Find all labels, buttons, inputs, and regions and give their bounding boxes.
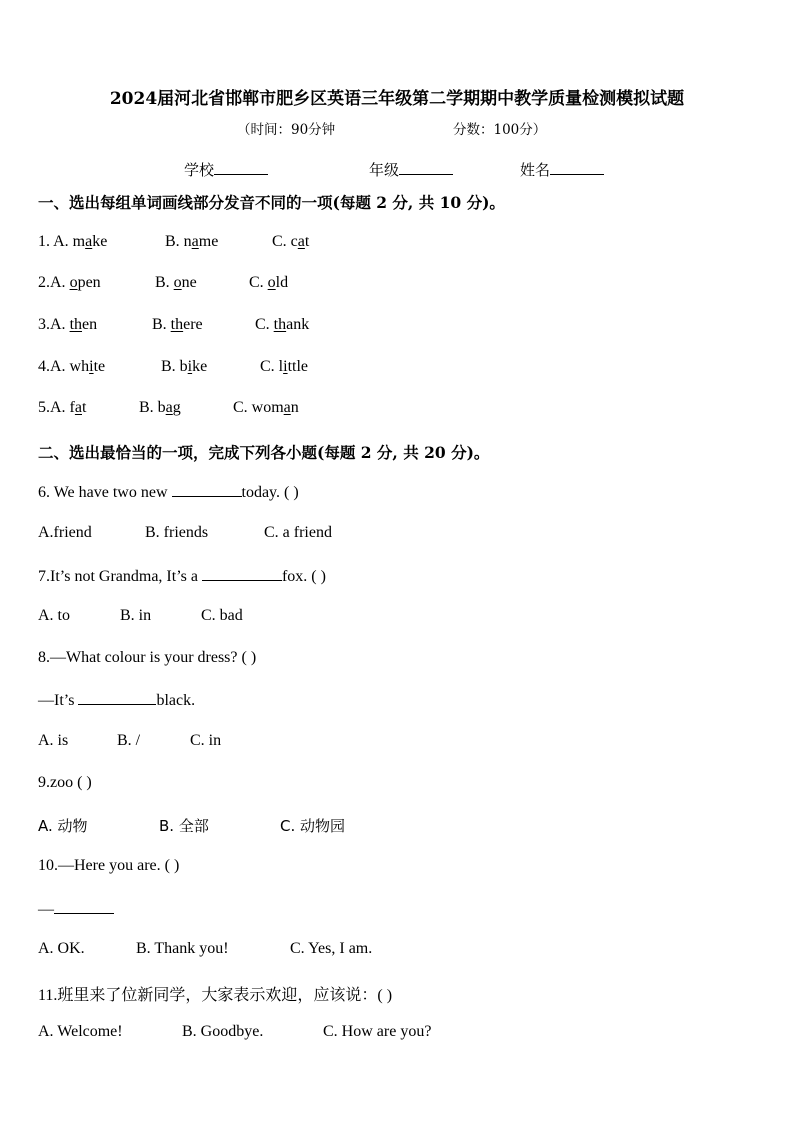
question-8-stem: 8.—What colour is your dress? ( ): [38, 649, 257, 666]
q3-option-a: 3.A. then: [38, 316, 98, 333]
q6-option-a: A.friend: [38, 524, 92, 541]
answer-blank: [54, 899, 114, 914]
name-label: 姓名: [520, 161, 551, 179]
question-6-stem: 6. We have two new today. ( ): [38, 484, 299, 501]
q2-option-b: B. one: [155, 274, 197, 291]
q7-option-c: C. bad: [201, 607, 243, 624]
q5-option-c: C. woman: [233, 399, 299, 416]
question-8-reply: —It’s black.: [38, 692, 196, 709]
grade-field: [369, 159, 453, 180]
q3-option-b: B. there: [152, 316, 203, 333]
q2-option-a: 2.A. open: [38, 274, 101, 291]
question-10-stem: 10.—Here you are. ( ): [38, 857, 180, 874]
time-limit: （时间：90分钟: [237, 122, 336, 138]
question-10-reply: —: [38, 899, 114, 919]
q7-option-a: A. to: [38, 607, 70, 624]
question-11-stem: 11.班里来了位新同学，大家表示欢迎，应该说：( ): [38, 987, 393, 1004]
q7-option-b: B. in: [120, 607, 152, 624]
question-7-stem: 7.It’s not Grandma, It’s a fox. ( ): [38, 568, 326, 585]
q11-option-b: B. Goodbye.: [182, 1023, 264, 1040]
answer-blank: [172, 482, 242, 497]
answer-blank: [202, 566, 282, 581]
q10-option-b: B. Thank you!: [136, 940, 229, 957]
school-blank: [214, 160, 268, 175]
name-blank: [550, 160, 604, 175]
grade-blank: [399, 160, 453, 175]
q4-option-b: B. bike: [161, 358, 208, 375]
q8-option-c: C. in: [190, 732, 222, 749]
q1-option-a: 1. A. make: [38, 233, 108, 250]
q4-option-c: C. little: [260, 358, 309, 375]
q10-option-a: A. OK.: [38, 940, 85, 957]
q9-option-a: A. 动物: [38, 817, 88, 835]
q11-option-a: A. Welcome!: [38, 1023, 123, 1040]
q1-option-b: B. name: [165, 233, 219, 250]
q5-option-b: B. bag: [139, 399, 181, 416]
q6-option-c: C. a friend: [264, 524, 332, 541]
answer-blank: [78, 690, 156, 705]
question-9-stem: 9.zoo ( ): [38, 774, 92, 791]
q5-option-a: 5.A. fat: [38, 399, 87, 416]
school-label: 学校: [184, 161, 215, 179]
q11-option-c: C. How are you?: [323, 1023, 432, 1040]
q2-option-c: C. old: [249, 274, 289, 291]
name-field: [520, 159, 604, 180]
q8-option-a: A. is: [38, 732, 69, 749]
q9-option-b: B. 全部: [159, 817, 209, 835]
q10-option-c: C. Yes, I am.: [290, 940, 373, 957]
grade-label: 年级: [369, 161, 400, 179]
section-1-heading: 一、选出每组单词画线部分发音不同的一项(每题 2 分, 共 10 分)。: [38, 193, 505, 212]
q1-option-c: C. cat: [272, 233, 310, 250]
q9-option-c: C. 动物园: [280, 817, 346, 835]
section-2-heading: 二、选出最恰当的一项，完成下列各小题(每题 2 分, 共 20 分)。: [38, 443, 490, 462]
q6-option-b: B. friends: [145, 524, 209, 541]
q4-option-a: 4.A. white: [38, 358, 106, 375]
q8-option-b: B. /: [117, 732, 141, 749]
school-field: [184, 159, 268, 180]
page-title: 2024届河北省邯郸市肥乡区英语三年级第二学期期中教学质量检测模拟试题: [109, 89, 685, 109]
q3-option-c: C. thank: [255, 316, 310, 333]
total-score: 分数：100分）: [453, 122, 547, 138]
